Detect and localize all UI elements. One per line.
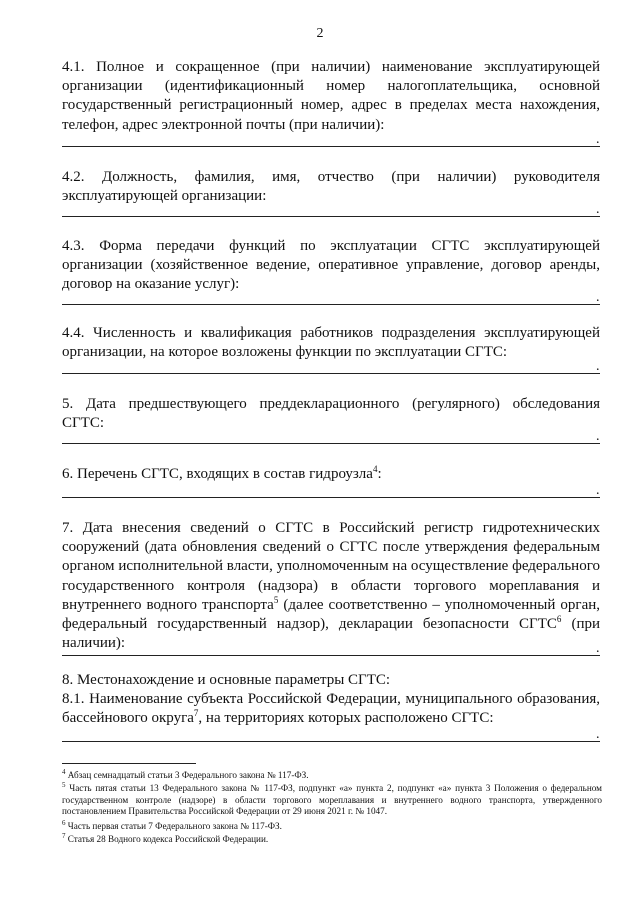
footnote-separator (62, 763, 196, 764)
section-8-1-part-1: 8.1. Наименование субъекта Российской Федерации, муниципального образования, бассейнового округа (62, 691, 600, 727)
fill-line-end-dot: . (596, 290, 600, 305)
footnote-text: Часть пятая статьи 13 Федерального закона № 117-ФЗ, подпункт «а» пункта 2, подпункт «а» пункта 3 Положения о федеральном государственном контроле (надзоре) в области торгового мореплавания и внутреннего водного транспорта, утвержденного постановлением Правительства Российской Федерации от 29 июня 2021 г. № 1047. (62, 783, 602, 817)
footnote-5 (62, 780, 602, 818)
fill-line-6[interactable] (62, 497, 600, 498)
footnote-6 (62, 818, 602, 833)
fill-line-4-1[interactable] (62, 146, 600, 147)
footnote-ref-5[interactable]: 5 (273, 594, 279, 605)
footnote-text: Часть первая статьи 7 Федерального закона № 117-ФЗ. (65, 821, 282, 831)
section-6-colon: : (377, 466, 382, 482)
fill-line-4-4[interactable] (62, 373, 600, 374)
section-7-part-3: (при наличии): (62, 616, 600, 652)
footnote-4 (62, 767, 602, 782)
fill-line-5[interactable] (62, 443, 600, 444)
fill-line-end-dot: . (596, 132, 600, 147)
section-6-text (62, 465, 600, 484)
fill-line-end-dot: . (596, 483, 600, 498)
footnote-ref-7[interactable]: 7 (193, 708, 199, 719)
section-4-1-text: 4.1. Полное и сокращенное (при наличии) наименование эксплуатирующей организации (идентификационный номер налогоплательщика, основной государственный регистрационный номер, адрес в пределах места нахождения, телефон, адрес электронной почты (при наличии): (62, 59, 600, 133)
fill-line-4-3[interactable] (62, 304, 600, 305)
fill-line-end-dot: . (596, 429, 600, 444)
footnote-mark: 4 (62, 767, 66, 776)
footnote-7 (62, 831, 602, 846)
footnote-mark: 7 (62, 831, 66, 840)
section-7-part-2: (далее соответственно – уполномоченный орган, федеральный государственный надзор), декларации безопасности СГТС (62, 596, 600, 633)
section-4-2-text: 4.2. Должность, фамилия, имя, отчество (при наличии) руководителя эксплуатирующей организации: (62, 169, 600, 205)
section-8-1-part-2: , на территориях которых расположено СГТС: (198, 710, 494, 727)
fill-line-end-dot: . (596, 727, 600, 742)
section-6-label: 6. Перечень СГТС, входящих в состав гидроузла (62, 466, 373, 482)
fill-line-end-dot: . (596, 202, 600, 217)
section-4-3-text: 4.3. Форма передачи функций по эксплуатации СГТС эксплуатирующей организации (хозяйственное ведение, оперативное управление, договор аренды, договор на оказание услуг): (62, 238, 600, 293)
section-7-text (62, 519, 600, 653)
footnote-mark: 5 (62, 780, 66, 789)
fill-line-8-1[interactable] (62, 741, 600, 742)
footnote-text: Статья 28 Водного кодекса Российской Федерации. (65, 834, 269, 844)
footnote-ref-4[interactable]: 4 (372, 464, 378, 474)
section-5-text: 5. Дата предшествующего преддекларационного (регулярного) обследования СГТС: (62, 396, 600, 432)
section-7-part-1: 7. Дата внесения сведений о СГТС в Российский регистр гидротехнических сооружений (дата обновления сведений о СГТС после утверждения федеральным органом исполнительной власти, уполномоченным на осуществление федерального государственного контроля (надзора) в области торгового мореплавания и внутреннего водного транспорта (62, 520, 600, 613)
page-number: 2 (316, 26, 324, 41)
footnote-mark: 6 (62, 818, 66, 827)
footnote-ref-6[interactable]: 6 (556, 614, 562, 625)
fill-line-4-2[interactable] (62, 216, 600, 217)
section-8-1-text (62, 690, 600, 728)
section-4-4-text: 4.4. Численность и квалификация работников подразделения эксплуатирующей организации, на которое возложены функции по эксплуатации СГТС: (62, 325, 600, 361)
fill-line-7[interactable] (62, 655, 600, 656)
fill-line-end-dot: . (596, 641, 600, 656)
footnote-text: Абзац семнадцатый статьи 3 Федерального закона № 117-ФЗ. (65, 770, 309, 780)
fill-line-end-dot: . (596, 359, 600, 374)
section-8-heading: 8. Местонахождение и основные параметры СГТС: (62, 672, 391, 688)
